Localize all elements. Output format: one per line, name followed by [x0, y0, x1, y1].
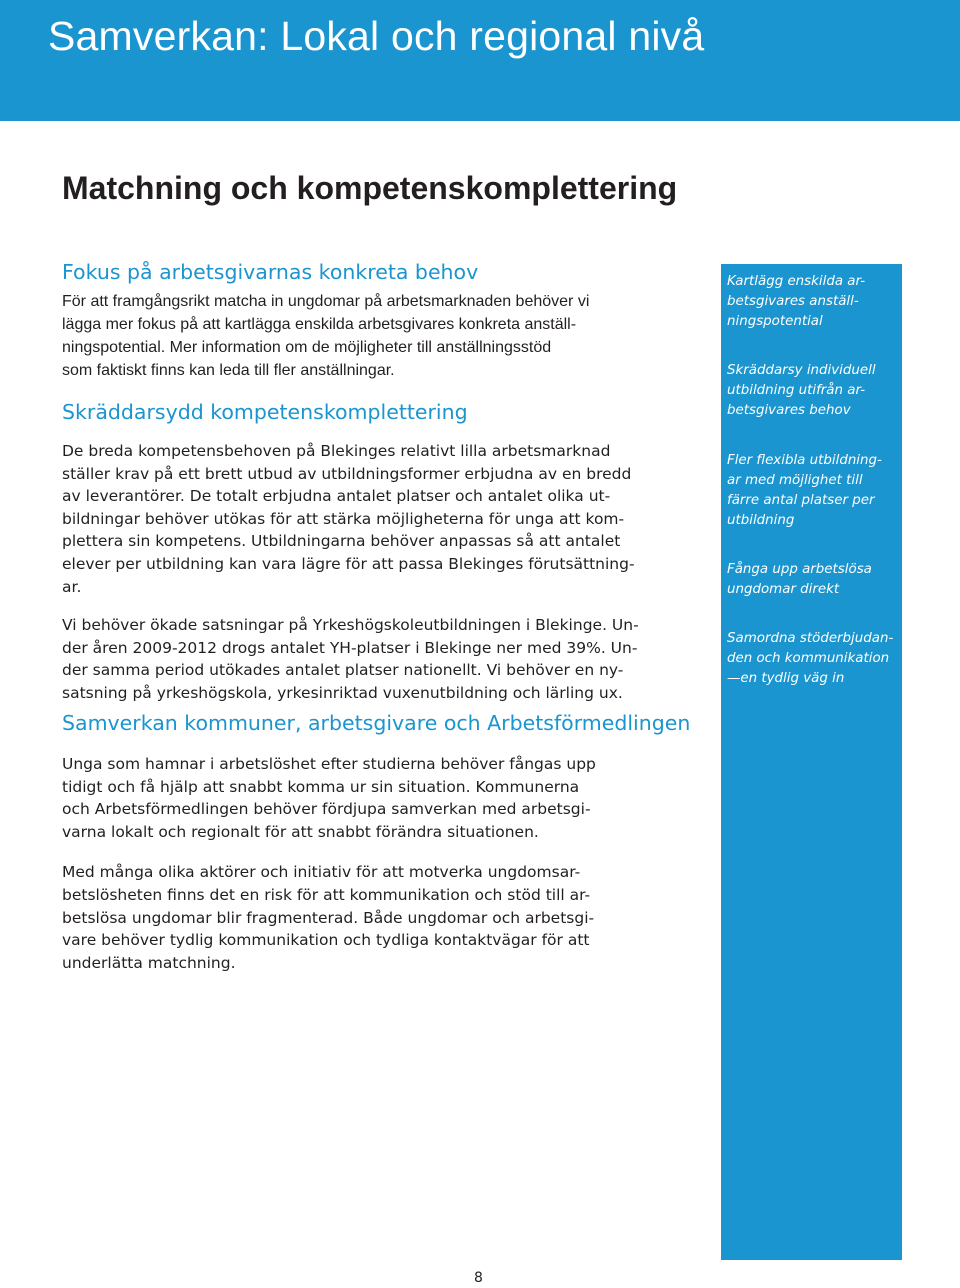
- section-paragraph: [62, 614, 639, 704]
- sidebar-line: ningspotential: [727, 314, 823, 329]
- text-line: av leverantörer. De totalt erbjudna antalet platser och antalet olika ut-: [62, 487, 611, 506]
- sidebar-item: [727, 629, 899, 689]
- sidebar-panel: [721, 264, 902, 1260]
- text-line: Vi behöver ökade satsningar på Yrkeshögskoleutbildningen i Blekinge. Un-: [62, 616, 639, 635]
- page-number: 8: [474, 1270, 483, 1286]
- text-line: ningspotential. Mer information om de möjligheter till anställningsstöd: [62, 339, 552, 356]
- page-title: Samverkan: Lokal och regional nivå: [48, 13, 705, 59]
- sidebar-item: [727, 451, 899, 531]
- sidebar-line: färre antal platser per: [727, 493, 875, 508]
- sidebar-line: Samordna stöderbjudan-: [727, 631, 894, 646]
- text-line: tidigt och få hjälp att snabbt komma ur sin situation. Kommunerna: [62, 777, 580, 796]
- text-line: der samma period utökades antalet platser nationellt. Vi behöver en ny-: [62, 661, 624, 680]
- sidebar-line: Fler flexibla utbildning-: [727, 453, 882, 468]
- sidebar-line: Skräddarsy individuell: [727, 363, 876, 378]
- text-line: ar.: [62, 577, 82, 596]
- sidebar-item: [727, 560, 899, 600]
- text-line: betslösheten finns det en risk för att kommunikation och stöd till ar-: [62, 885, 591, 904]
- sidebar-item: [727, 361, 899, 421]
- section-paragraph: [62, 290, 602, 382]
- text-line: underlätta matchning.: [62, 953, 236, 972]
- text-line: lägga mer fokus på att kartlägga enskilda arbetsgivares konkreta anställ-: [62, 316, 577, 333]
- sidebar-line: Kartlägg enskilda ar-: [727, 274, 866, 289]
- section-paragraph: [62, 440, 635, 598]
- text-line: varna lokalt och regionalt för att snabbt förändra situationen.: [62, 822, 539, 841]
- text-line: der åren 2009-2012 drogs antalet YH-platser i Blekinge ner med 39%. Un-: [62, 638, 638, 657]
- text-line: För att framgångsrikt matcha in ungdomar på arbetsmarknaden behöver vi: [62, 293, 590, 310]
- text-line: och Arbetsförmedlingen behöver fördjupa samverkan med arbetsgi-: [62, 800, 591, 819]
- text-line: De breda kompetensbehoven på Blekinges relativt lilla arbetsmarknad: [62, 442, 611, 460]
- section-paragraph: [62, 753, 712, 843]
- sidebar-line: Fånga upp arbetslösa: [727, 562, 872, 577]
- section-heading: Skräddarsydd kompetenskomplettering: [62, 400, 468, 424]
- text-line: vare behöver tydlig kommunikation och tydliga kontaktvägar för att: [62, 931, 590, 950]
- text-line: betslösa ungdomar blir fragmenterad. Både ungdomar och arbetsgi-: [62, 908, 595, 927]
- text-line: som faktiskt finns kan leda till fler anställningar.: [62, 362, 395, 379]
- sidebar-item: [727, 272, 899, 332]
- sidebar-line: ungdomar direkt: [727, 582, 840, 597]
- section-kompetens: [62, 398, 639, 705]
- sidebar-line: den och kommunikation: [727, 651, 890, 666]
- sidebar-line: betsgivares anställ-: [727, 294, 859, 309]
- section-paragraph: [62, 861, 712, 974]
- text-line: elever per utbildning kan vara lägre för att passa Blekinges förutsättning-: [62, 554, 635, 573]
- main-heading: Matchning och kompetenskomplettering: [62, 170, 678, 206]
- sidebar-line: utbildning: [727, 513, 795, 528]
- sidebar-line: utbildning utifrån ar-: [727, 383, 866, 398]
- section-heading: Samverkan kommuner, arbetsgivare och Arbetsförmedlingen: [62, 711, 691, 735]
- sidebar-line: —en tydlig väg in: [727, 671, 845, 686]
- section-heading: Fokus på arbetsgivarnas konkreta behov: [62, 260, 479, 284]
- section-samverkan: [62, 709, 712, 974]
- sidebar-line: betsgivares behov: [727, 403, 851, 418]
- sidebar-line: ar med möjlighet till: [727, 473, 863, 488]
- text-line: bildningar behöver utökas för att stärka möjligheterna för unga att kom-: [62, 509, 625, 528]
- text-line: Med många olika aktörer och initiativ för att motverka ungdomsar-: [62, 863, 581, 882]
- text-line: satsning på yrkeshögskola, yrkesinriktad vuxenutbildning och lärling ux.: [62, 683, 623, 702]
- text-line: Unga som hamnar i arbetslöshet efter studierna behöver fångas upp: [62, 755, 596, 773]
- text-line: plettera sin kompetens. Utbildningarna behöver anpassas så att antalet: [62, 532, 621, 551]
- text-line: ställer krav på ett brett utbud av utbildningsformer erbjudna av en bredd: [62, 464, 632, 483]
- section-fokus: [62, 258, 602, 382]
